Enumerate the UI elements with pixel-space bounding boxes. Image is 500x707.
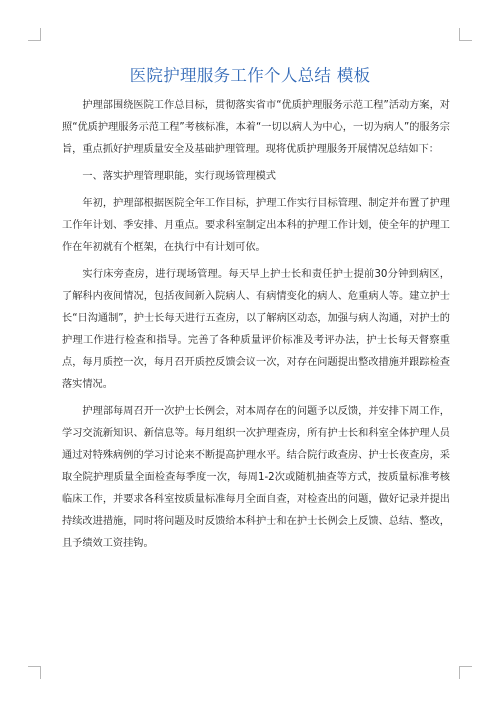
crop-mark-bottom-left [28,666,41,679]
crop-mark-top-right [459,28,472,41]
section-heading: 一、落实护理管理职能，实行现场管理模式 [82,171,276,182]
paragraph: 年初，护理部根据医院全年工作目标，护理工作实行目标管理、制定并布置了护理工作年计划、季安排、月重点。要求科室制定出本科的护理工作计划，使全年的护理工作在年初就有个框架，在执行中有计划可依。 [62,198,450,253]
paragraph: 护理部每周召开一次护士长例会，对本周存在的问题予以反馈，并安排下周工作，学习交流新知识、新信息等。每月组织一次护理查房，所有护士长和科室全体护理人员通过对特殊病例的学习讨论来不断提高护理水平。结合院行政查房、护士长夜查房，采取全院护理质量全面检查每季度一次，每周1-2次或随机抽查等方式，按质量标准考核临床工作，并要求各科室按质量标准每月全面自查，对检查出的问题，做好记录并提出持续改进措施，同时将问题及时反馈给本科护士和在护士长例会上反馈、总结、整改，且予绩效工资挂钩。 [62,406,450,549]
paragraph-intro: 护理部围绕医院工作总目标，贯彻落实省市“优质护理服务示范工程”活动方案，对照“优质护理服务示范工程”考核标准，本着“一切以病人为中心，一切为病人”的服务宗旨，重点抓好护理质量安全及基础护理管理。现将优质护理服务开展情况总结如下： [62,100,450,155]
document-body [62,95,450,560]
crop-mark-bottom-right [459,666,472,679]
paragraph: 实行床旁查房，进行现场管理。每天早上护士长和责任护士提前30分钟到病区，了解科内夜间情况，包括夜间新入院病人、有病情变化的病人、危重病人等。建立护士长“日沟通制”，护士长每天进行五查房，以了解病区动态，加强与病人沟通，对护士的护理工作进行检查和指导。完善了各种质量评价标准及考评办法，护士长每天督察重点，每月质控一次，每月召开质控反馈会议一次，对存在问题提出整改措施并跟踪检查落实情况。 [62,269,450,390]
crop-mark-top-left [28,28,41,41]
document-title: 医院护理服务工作个人总结 模板 [129,66,371,85]
